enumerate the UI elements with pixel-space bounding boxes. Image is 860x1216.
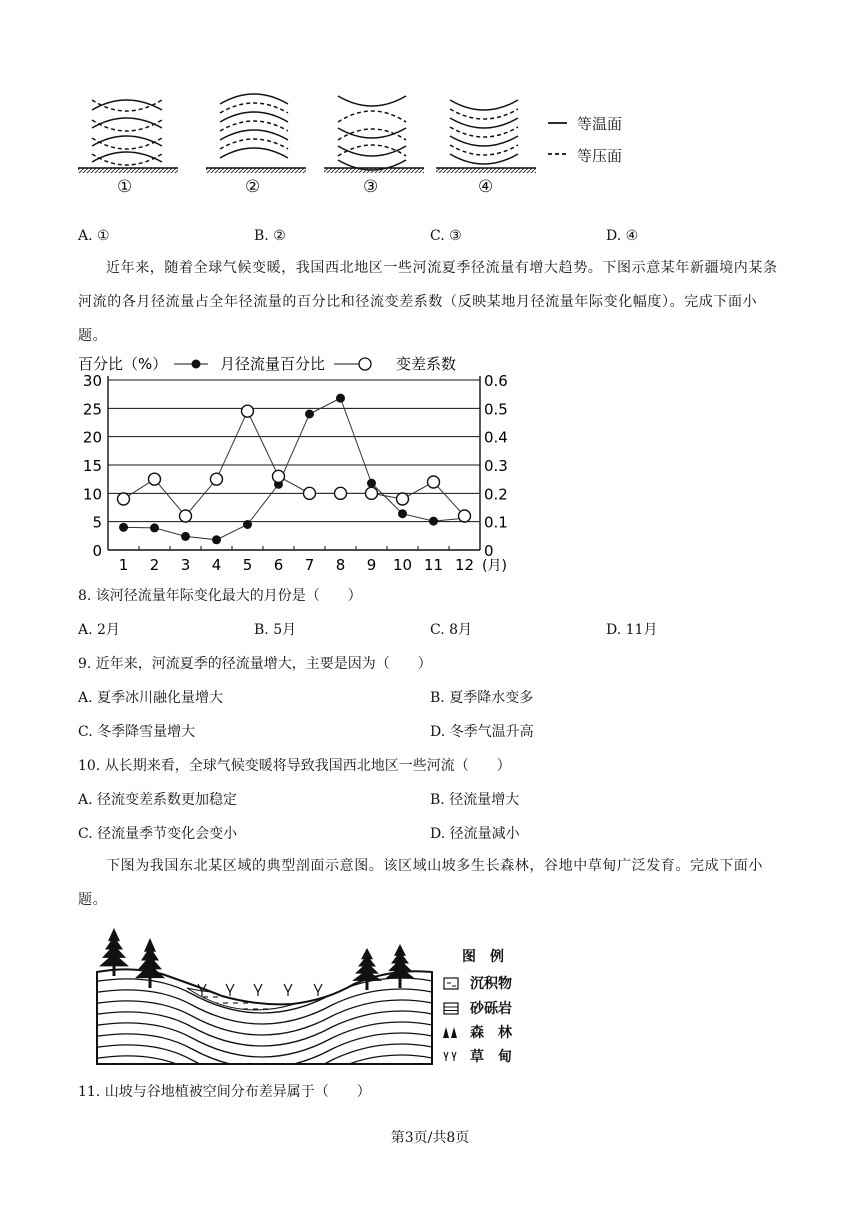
runoff-line-chart: [70, 350, 530, 578]
panel-label-2: ②: [245, 177, 261, 197]
legend-meadow-label: 草 甸: [470, 1049, 512, 1065]
x-tick-label: 1: [118, 556, 129, 574]
q8-option-b: B. 5月: [254, 622, 297, 638]
q8-option-a: A. 2月: [78, 622, 120, 638]
q10-option-b: B. 径流量增大: [430, 792, 520, 808]
grass-tuft-icon: [254, 984, 262, 996]
point-variation-coefficient: [304, 487, 316, 499]
x-tick-label: 12: [454, 556, 475, 574]
q9-stem: 9. 近年来，河流夏季的径流量增大，主要是因为（ ）: [78, 656, 432, 672]
q8-option-c: C. 8月: [430, 622, 473, 638]
y-left-tick-label: 25: [82, 400, 102, 419]
y-left-tick-label: 10: [82, 485, 102, 504]
runoff-intro-paragraph: 近年来，随着全球气候变暖，我国西北地区一些河流夏季径流量有增大趋势。下图示意某年新疆境内某条河流的各月径流量占全年径流量的百分比和径流变差系数（反映某地月径流量年际变化幅度）。完成下面小题。: [78, 260, 778, 344]
point-monthly-percent: [243, 520, 252, 529]
q9-option-b: B. 夏季降水变多: [430, 690, 534, 706]
q10-stem: 10. 从长期来看，全球气候变暖将导致我国西北地区一些河流（ ）: [78, 758, 511, 774]
q7-option-b: B. ②: [254, 228, 286, 244]
q10-option-c: C. 径流量季节变化会变小: [78, 826, 238, 842]
y-right-tick-label: 0.3: [484, 457, 508, 475]
y-right-tick-label: 0: [484, 542, 494, 560]
point-variation-coefficient: [273, 470, 285, 482]
q9-option-a: A. 夏季冰川融化量增大: [78, 690, 224, 706]
panel-label-1: ①: [117, 177, 133, 197]
rock-stratum-line: [92, 1066, 437, 1068]
legend-sediment-label: 沉积物: [470, 976, 512, 992]
y-right-tick-label: 0.5: [484, 400, 508, 419]
grass-tuft-icon: [226, 984, 234, 996]
chart-left-axis-label: 百分比（%）: [78, 355, 168, 373]
y-left-tick-label: 15: [82, 457, 102, 475]
point-variation-coefficient: [397, 493, 409, 505]
grass-tuft-icon: [284, 984, 292, 996]
x-tick-label: 8: [335, 556, 346, 574]
meadow-legend-icon: [444, 1052, 456, 1061]
isobar-legend-label: 等压面: [577, 147, 623, 165]
q10-option-a: A. 径流变差系数更加稳定: [78, 792, 238, 808]
x-tick-label: 4: [211, 556, 222, 574]
point-variation-coefficient: [149, 473, 161, 485]
point-monthly-percent: [181, 532, 190, 541]
panel-1-diagram: [78, 100, 178, 173]
series-monthly-line: [124, 398, 465, 540]
panel-3-diagram: [324, 96, 424, 173]
point-monthly-percent: [119, 523, 128, 532]
page-footer: 第3页/共8页: [390, 1130, 470, 1146]
y-left-tick-label: 30: [82, 372, 102, 390]
q10-option-d: D. 径流量减小: [430, 826, 520, 842]
x-tick-label: 10: [392, 556, 413, 574]
y-right-tick-label: 0.2: [484, 485, 508, 504]
isotherm-legend-label: 等温面: [577, 115, 623, 133]
x-tick-label: 7: [304, 556, 315, 574]
profile-legend-title: 图 例: [462, 949, 504, 965]
q7-option-c: C. ③: [430, 228, 462, 244]
cross-section-figure: [92, 922, 437, 1068]
legend-marker-hollow: [359, 358, 371, 370]
point-variation-coefficient: [180, 510, 192, 522]
point-monthly-percent: [367, 479, 376, 488]
panel-label-4: ④: [478, 177, 494, 197]
point-variation-coefficient: [459, 510, 471, 522]
x-tick-label: 2: [149, 556, 160, 574]
x-tick-label: 11: [423, 556, 444, 574]
legend-conglomerate-label: 砂砾岩: [470, 1001, 512, 1017]
grass-tuft-icon: [314, 984, 322, 996]
y-right-tick-label: 0.1: [484, 513, 508, 532]
panel-2-diagram: [206, 94, 306, 173]
legend-forest-label: 森 林: [470, 1025, 512, 1041]
y-left-tick-label: 0: [92, 542, 102, 560]
point-monthly-percent: [212, 535, 221, 544]
panel-4-diagram: [436, 100, 536, 173]
x-axis-unit-label: (月): [482, 558, 507, 574]
q11-stem: 11. 山坡与谷地植被空间分布差异属于（ ）: [78, 1084, 371, 1100]
x-tick-label: 3: [180, 556, 191, 574]
point-variation-coefficient: [366, 487, 378, 499]
y-left-tick-label: 5: [92, 513, 102, 532]
x-tick-label: 9: [366, 556, 377, 574]
q9-option-c: C. 冬季降雪量增大: [78, 724, 196, 740]
legend-label-monthly: 月径流量百分比: [220, 355, 326, 373]
profile-legend-symbols: [442, 972, 462, 1064]
point-variation-coefficient: [242, 405, 254, 417]
sediment-legend-icon: [444, 978, 458, 989]
point-monthly-percent: [398, 509, 407, 518]
q7-option-a: A. ①: [78, 228, 110, 244]
point-monthly-percent: [305, 410, 314, 419]
q9-option-d: D. 冬季气温升高: [430, 724, 534, 740]
y-left-tick-label: 20: [82, 428, 102, 447]
legend-label-variation: 变差系数: [396, 355, 457, 373]
conglomerate-legend-icon: [444, 1003, 458, 1014]
point-variation-coefficient: [211, 473, 223, 485]
point-monthly-percent: [150, 523, 159, 532]
point-monthly-percent: [429, 517, 438, 526]
x-tick-label: 6: [273, 556, 284, 574]
forest-legend-icon: [443, 1027, 457, 1038]
panel-label-3: ③: [363, 177, 379, 197]
point-variation-coefficient: [428, 476, 440, 488]
q8-stem: 8. 该河径流量年际变化最大的月份是（ ）: [78, 588, 362, 604]
q7-option-d: D. ④: [606, 228, 639, 244]
q8-option-d: D. 11月: [606, 622, 658, 638]
legend-marker-filled: [192, 360, 201, 369]
x-tick-label: 5: [242, 556, 253, 574]
y-right-tick-label: 0.4: [484, 428, 508, 447]
point-variation-coefficient: [118, 493, 130, 505]
point-monthly-percent: [336, 394, 345, 403]
y-right-tick-label: 0.6: [484, 372, 508, 390]
series-variation-line: [124, 411, 465, 516]
profile-intro-paragraph: 下图为我国东北某区域的典型剖面示意图。该区域山坡多生长森林，谷地中草甸广泛发育。完成下面小题。: [78, 858, 763, 908]
point-variation-coefficient: [335, 487, 347, 499]
